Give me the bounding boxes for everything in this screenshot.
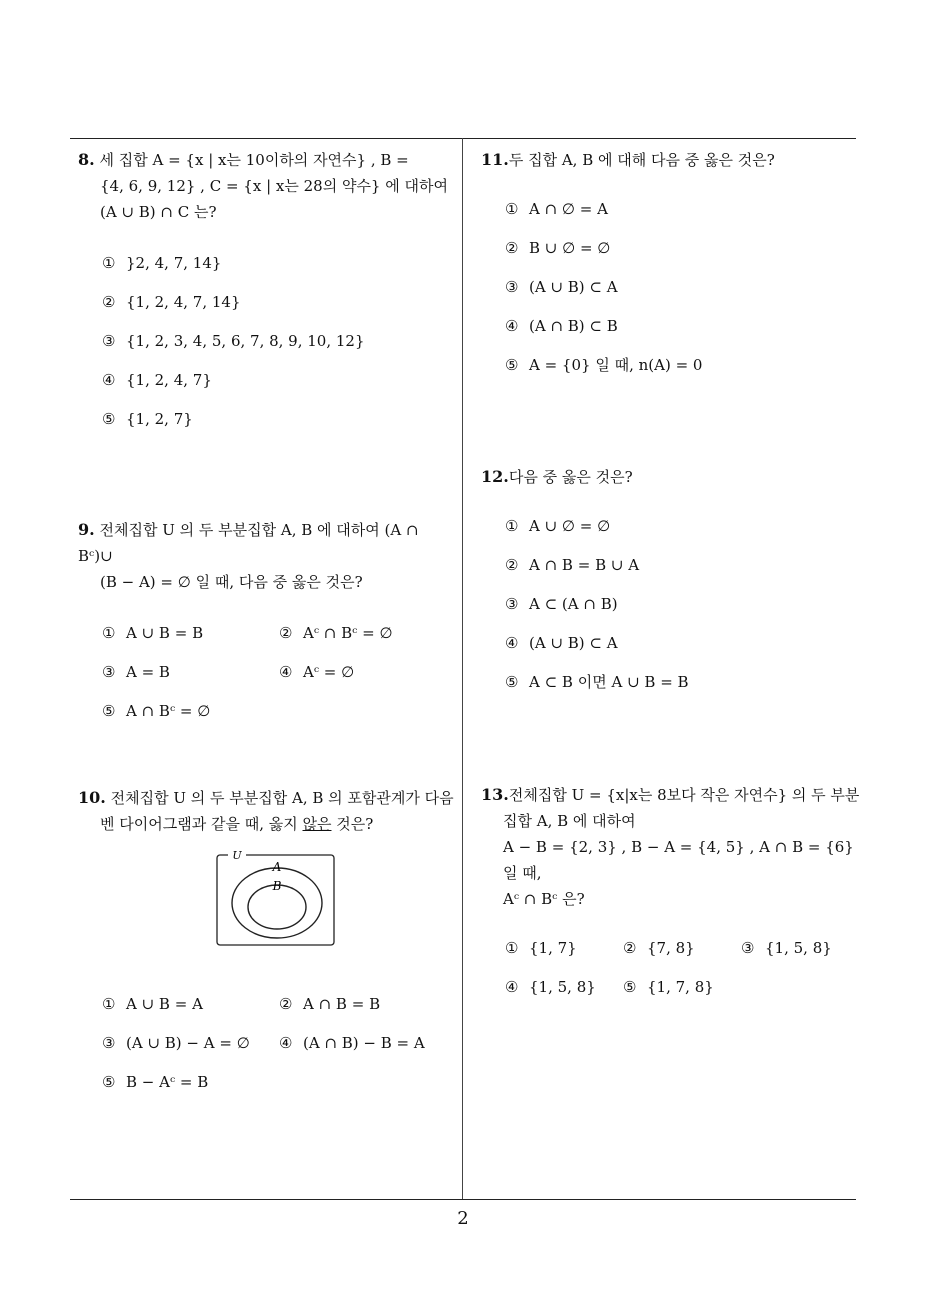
option-mark: ③ (505, 595, 519, 613)
question-10 (78, 785, 456, 837)
answer-option[interactable] (102, 370, 456, 409)
answer-option[interactable] (279, 994, 456, 1033)
option-text: A ∩ Bᶜ = ∅ (126, 702, 211, 720)
option-text: (A ∩ B) ⊂ B (529, 317, 618, 335)
stem-line: 세 집합 A = {x | x는 10이하의 자연수} , B = (99, 151, 409, 169)
question-10-options (102, 994, 456, 1111)
answer-option[interactable] (102, 1072, 280, 1111)
option-text: {1, 2, 7} (126, 410, 193, 428)
option-row (102, 1072, 456, 1111)
option-mark: ④ (279, 1034, 293, 1052)
option-row (505, 977, 861, 1016)
question-10-stem (78, 785, 456, 811)
option-mark: ③ (505, 278, 519, 296)
answer-option[interactable] (505, 199, 859, 238)
option-text: (A ∩ B) − B = A (303, 1034, 425, 1052)
question-9-options (78, 623, 456, 740)
option-text: A = {0} 일 때, n(A) = 0 (529, 356, 703, 374)
answer-option[interactable] (102, 994, 279, 1033)
stem-line: Aᶜ ∩ Bᶜ 은? (503, 890, 585, 908)
option-mark: ④ (102, 371, 116, 389)
option-text: A ∪ B = B (126, 624, 204, 642)
stem-line: (B − A) = ∅ 일 때, 다음 중 옳은 것은? (100, 573, 363, 591)
option-row (102, 623, 456, 662)
option-text: (A ∪ B) − A = ∅ (126, 1034, 250, 1052)
question-13 (481, 782, 861, 1016)
option-text: {1, 7, 8} (647, 978, 714, 996)
stem-line: {4, 6, 9, 12} , C = {x | x는 28의 약수} 에 대하여 (100, 177, 448, 195)
question-number: 10. (78, 788, 106, 807)
question-number: 9. (78, 520, 95, 539)
option-text: {1, 2, 3, 4, 5, 6, 7, 8, 9, 10, 12} (126, 332, 365, 350)
stem-line: 다음 중 옳은 것은? (508, 468, 633, 486)
set-b-label: B (272, 879, 282, 893)
option-mark: ① (102, 995, 116, 1013)
question-number: 12. (481, 467, 509, 486)
question-12-options (481, 516, 859, 711)
header-rule (70, 138, 856, 139)
question-number: 11. (481, 150, 509, 169)
option-text: A ∪ ∅ = ∅ (529, 517, 611, 535)
option-mark: ⑤ (102, 702, 116, 720)
stem-line: 전체집합 U = {x|x는 8보다 작은 자연수} 의 두 부분 (508, 786, 860, 804)
answer-option[interactable] (505, 594, 859, 633)
option-row (102, 662, 456, 701)
question-8-stem (78, 147, 456, 173)
answer-option[interactable] (623, 977, 741, 1016)
option-text: A ⊂ B 이면 A ∪ B = B (529, 673, 689, 691)
question-11 (481, 147, 859, 394)
question-11-stem (481, 147, 859, 173)
answer-option[interactable] (505, 355, 859, 394)
answer-option[interactable] (279, 662, 456, 701)
answer-option[interactable] (505, 316, 859, 355)
option-text: A = B (126, 663, 170, 681)
question-9 (78, 517, 456, 740)
option-mark: ① (102, 624, 116, 642)
question-8 (78, 147, 456, 448)
answer-option[interactable] (623, 938, 741, 977)
option-mark: ⑤ (505, 673, 519, 691)
option-mark: ④ (505, 317, 519, 335)
option-text: B − Aᶜ = B (126, 1073, 209, 1091)
option-mark: ① (102, 254, 116, 272)
footer-rule (70, 1199, 856, 1200)
answer-option[interactable] (505, 516, 859, 555)
answer-option[interactable] (102, 1033, 279, 1072)
venn-diagram (214, 848, 338, 950)
option-text: {1, 5, 8} (765, 939, 832, 957)
option-text: B ∪ ∅ = ∅ (529, 239, 611, 257)
option-text: Aᶜ = ∅ (303, 663, 355, 681)
option-mark: ③ (741, 939, 755, 957)
option-text: A ∩ ∅ = A (529, 200, 608, 218)
option-mark: ② (279, 995, 293, 1013)
option-mark: ④ (279, 663, 293, 681)
option-mark: ② (623, 939, 637, 957)
column-divider (462, 138, 463, 1200)
option-mark: ① (505, 939, 519, 957)
question-11-options (481, 199, 859, 394)
question-number: 8. (78, 150, 95, 169)
stem-text: 벤 다이어그램과 같을 때, 옳지 (100, 815, 303, 833)
stem-line: 두 집합 A, B 에 대해 다음 중 옳은 것은? (508, 151, 775, 169)
stem-line: 집합 A, B 에 대하여 (503, 812, 636, 830)
question-9-stem (78, 517, 456, 569)
answer-option[interactable] (102, 623, 279, 662)
option-mark: ① (505, 200, 519, 218)
answer-option[interactable] (279, 1033, 456, 1072)
universe-label: U (232, 849, 242, 862)
set-a-label: A (272, 860, 282, 874)
option-text: Aᶜ ∩ Bᶜ = ∅ (303, 624, 393, 642)
option-row (505, 938, 861, 977)
question-13-options (481, 938, 861, 1016)
answer-option[interactable] (741, 938, 859, 977)
option-row (102, 1033, 456, 1072)
answer-option[interactable] (102, 662, 279, 701)
answer-option[interactable] (102, 253, 456, 292)
answer-option[interactable] (505, 672, 859, 711)
answer-option[interactable] (505, 977, 623, 1016)
answer-option[interactable] (279, 623, 456, 662)
option-mark: ② (505, 556, 519, 574)
stem-line: 전체집합 U 의 두 부분집합 A, B 의 포함관계가 다음 (110, 789, 454, 807)
answer-option[interactable] (505, 555, 859, 594)
option-mark: ① (505, 517, 519, 535)
stem-line: A − B = {2, 3} , B − A = {4, 5} , A ∩ B = {6} 일 때, (503, 838, 854, 882)
option-mark: ③ (102, 663, 116, 681)
option-mark: ③ (102, 332, 116, 350)
option-mark: ⑤ (505, 356, 519, 374)
option-text: A ⊂ (A ∩ B) (529, 595, 618, 613)
option-text: A ∪ B = A (126, 995, 203, 1013)
stem-text: 것은? (331, 815, 374, 833)
answer-option[interactable] (102, 701, 280, 740)
answer-option[interactable] (505, 938, 623, 977)
answer-option[interactable] (102, 409, 456, 448)
option-mark: ⑤ (102, 410, 116, 428)
option-text: {1, 2, 4, 7, 14} (126, 293, 241, 311)
option-text: {7, 8} (647, 939, 695, 957)
option-text: }2, 4, 7, 14} (126, 254, 222, 272)
option-mark: ④ (505, 634, 519, 652)
answer-option[interactable] (102, 331, 456, 370)
option-text: {1, 5, 8} (529, 978, 596, 996)
question-number: 13. (481, 785, 509, 804)
option-text: {1, 2, 4, 7} (126, 371, 212, 389)
stem-line: 전체집합 U 의 두 부분집합 A, B 에 대하여 (A ∩ Bᶜ)∪ (78, 521, 419, 565)
option-mark: ⑤ (102, 1073, 116, 1091)
page-number: 2 (457, 1208, 469, 1229)
option-text: {1, 7} (529, 939, 577, 957)
option-text: (A ∪ B) ⊂ A (529, 278, 618, 296)
option-text: A ∩ B = B ∪ A (529, 556, 640, 574)
option-row (102, 701, 456, 740)
option-mark: ② (102, 293, 116, 311)
stem-line: (A ∪ B) ∩ C 는? (100, 203, 217, 221)
question-13-stem (481, 782, 861, 808)
option-text: A ∩ B = B (303, 995, 381, 1013)
answer-option[interactable] (505, 277, 859, 316)
emphasis-text: 않은 (302, 815, 332, 833)
option-mark: ③ (102, 1034, 116, 1052)
question-12 (481, 464, 859, 711)
option-row (102, 994, 456, 1033)
answer-option[interactable] (505, 633, 859, 672)
option-mark: ⑤ (623, 978, 637, 996)
stem-line (78, 811, 456, 837)
option-mark: ④ (505, 978, 519, 996)
answer-option[interactable] (505, 238, 859, 277)
answer-option[interactable] (102, 292, 456, 331)
option-text: (A ∪ B) ⊂ A (529, 634, 618, 652)
option-mark: ② (279, 624, 293, 642)
question-12-stem (481, 464, 859, 490)
option-mark: ② (505, 239, 519, 257)
question-8-options (78, 253, 456, 448)
